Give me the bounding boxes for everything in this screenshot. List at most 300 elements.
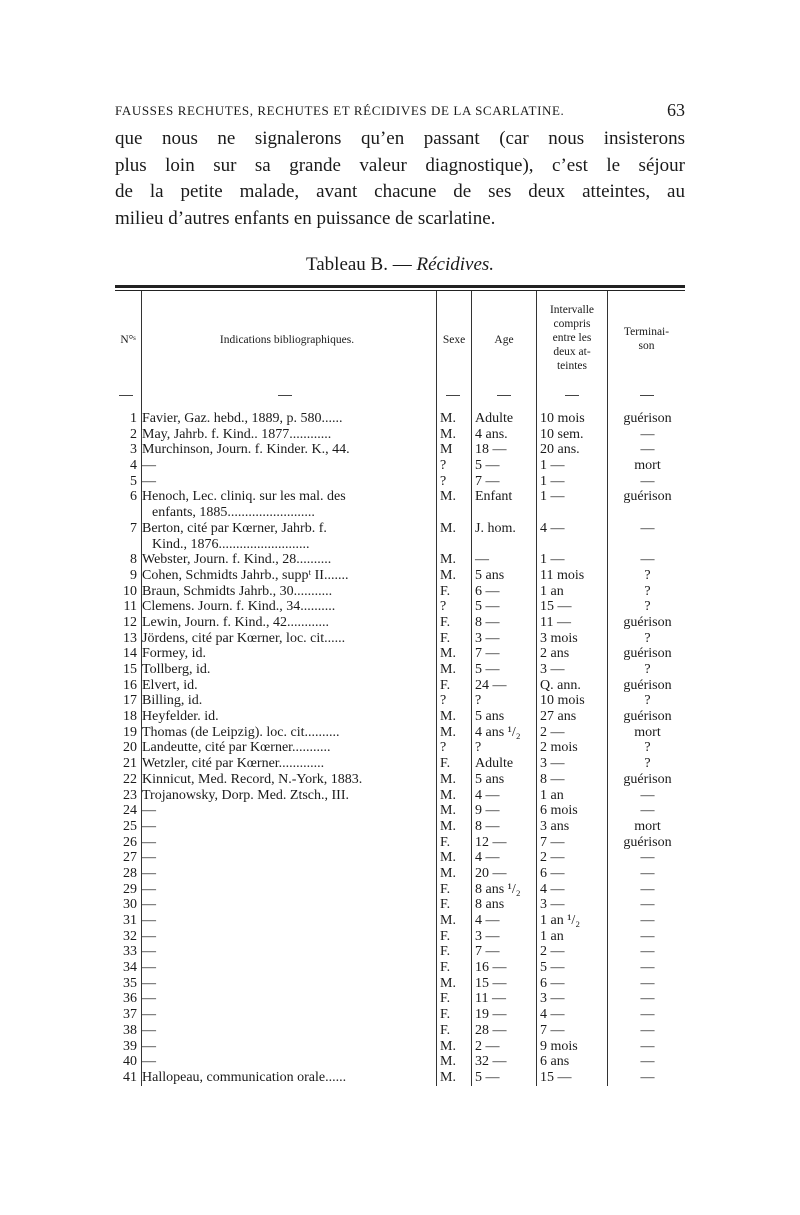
running-title: FAUSSES RECHUTES, RECHUTES ET RÉCIDIVES DE LA SCARLATINE. (115, 103, 565, 118)
table-row (115, 662, 685, 678)
row-age: 5 ans (475, 709, 505, 725)
row-number: 10 (123, 583, 137, 599)
row-sexe: M. (440, 818, 456, 834)
row-terminaison: ? (644, 756, 651, 772)
table-row (115, 788, 685, 804)
row-indication: — (142, 834, 156, 850)
row-intervalle: 5 — (540, 960, 565, 976)
row-age: 4 — (475, 787, 500, 803)
header-no: N°ˢ (120, 334, 136, 346)
column-divider (141, 291, 142, 1086)
paragraph-line: de la petite malade, avant chacune de ses deux atteintes, au (115, 181, 685, 202)
row-age: J. hom. (475, 520, 516, 536)
row-intervalle: 27 ans (540, 709, 577, 725)
row-terminaison: — (640, 897, 655, 913)
row-age: 6 — (475, 583, 500, 599)
row-age: 3 — (475, 928, 500, 944)
row-number: 2 (130, 426, 137, 442)
row-intervalle: 3 — (540, 991, 565, 1007)
row-sexe: M (440, 442, 453, 458)
row-number: 1 (130, 411, 137, 426)
row-indication: — (142, 1054, 156, 1070)
row-intervalle: 15 — (540, 599, 572, 615)
row-number: 34 (123, 960, 137, 976)
row-indication: — (142, 913, 156, 929)
table-row (115, 866, 685, 882)
row-sexe: M. (440, 975, 456, 991)
row-intervalle: 2 mois (540, 740, 578, 756)
table-row (115, 678, 685, 694)
row-age: 7 — (475, 473, 500, 489)
row-indication: — (142, 975, 156, 991)
row-number: 41 (123, 1069, 137, 1085)
row-terminaison: ? (644, 693, 651, 709)
row-sexe: M. (440, 426, 456, 442)
row-terminaison: — (640, 928, 655, 944)
row-indication: May, Jahrb. f. Kind.. 1877............ (142, 426, 332, 442)
row-sexe: F. (440, 1022, 451, 1038)
table-row (115, 1039, 685, 1055)
row-indication: Braun, Schmidts Jahrb., 30........... (142, 583, 333, 599)
row-terminaison: mort (634, 818, 661, 834)
table-row (115, 458, 685, 474)
row-intervalle: 2 — (540, 850, 565, 866)
row-indication: Formey, id. (142, 646, 207, 662)
row-terminaison: mort (634, 724, 661, 740)
row-indication: Cohen, Schmidts Jahrb., suppᵗ II....... (142, 567, 349, 583)
row-age: 5 — (475, 662, 500, 678)
row-number: 17 (123, 693, 137, 709)
page-number: 63 (667, 100, 685, 120)
row-indication-continued: enfants, 1885......................... (152, 505, 315, 521)
row-age: 4 — (475, 850, 500, 866)
row-intervalle: 3 — (540, 756, 565, 772)
row-indication: — (142, 944, 156, 960)
row-indication: — (142, 458, 156, 474)
table-row (115, 584, 685, 600)
row-number: 16 (123, 677, 137, 693)
row-age: Enfant (475, 489, 513, 505)
header-indications: Indications bibliographiques. (219, 334, 355, 346)
row-number: 36 (123, 991, 137, 1007)
row-number: 32 (123, 928, 137, 944)
header-terminaison: Terminai- son (623, 326, 670, 352)
row-terminaison: — (640, 913, 655, 929)
row-terminaison: — (640, 473, 655, 489)
row-sexe: M. (440, 850, 456, 866)
table-row (115, 803, 685, 819)
table-row (115, 615, 685, 631)
row-number: 40 (123, 1054, 137, 1070)
row-sexe: F. (440, 991, 451, 1007)
row-intervalle: 6 mois (540, 803, 578, 819)
row-sexe: M. (440, 1069, 456, 1085)
row-age: 8 — (475, 614, 500, 630)
row-age: 5 ans (475, 771, 505, 787)
row-indication: Favier, Gaz. hebd., 1889, p. 580...... (142, 411, 343, 426)
row-age: 8 — (475, 818, 500, 834)
header-intervalle: Intervalle compris entre les deux at- teintes (549, 304, 595, 372)
row-age: 7 — (475, 944, 500, 960)
row-indication: — (142, 991, 156, 1007)
row-number: 3 (130, 442, 137, 458)
row-age: 32 — (475, 1054, 507, 1070)
row-age: 20 — (475, 865, 507, 881)
row-intervalle: 11 — (540, 614, 571, 630)
row-age: 28 — (475, 1022, 507, 1038)
row-intervalle: 1 — (540, 552, 565, 568)
row-terminaison: — (640, 865, 655, 881)
row-number: 33 (123, 944, 137, 960)
row-indication: — (142, 928, 156, 944)
row-sexe: M. (440, 662, 456, 678)
recidives-table (115, 285, 685, 1086)
row-number: 19 (123, 724, 137, 740)
table-caption-main: Tableau B. (305, 254, 388, 275)
row-intervalle: 3 — (540, 662, 565, 678)
row-sexe: F. (440, 614, 451, 630)
row-intervalle: 9 mois (540, 1038, 578, 1054)
row-indication: Heyfelder. id. (142, 709, 219, 725)
paragraph-line: que nous ne signalerons qu’en passant (car nous insisterons (115, 128, 685, 149)
row-intervalle: 10 mois (540, 693, 585, 709)
row-terminaison: ? (644, 662, 651, 678)
row-terminaison: — (640, 991, 655, 1007)
paragraph-line: milieu d’autres enfants en puissance de scarlatine. (115, 207, 496, 229)
row-indication: — (142, 897, 156, 913)
row-terminaison: — (640, 1054, 655, 1070)
row-sexe: F. (440, 1007, 451, 1023)
row-sexe: M. (440, 567, 456, 583)
row-number: 28 (123, 865, 137, 881)
row-age: 19 — (475, 1007, 507, 1023)
row-sexe: M. (440, 865, 456, 881)
table-row (115, 1054, 685, 1070)
row-sexe: M. (440, 787, 456, 803)
row-intervalle: 1 — (540, 489, 565, 505)
table-row (115, 960, 685, 976)
row-age: ? (475, 740, 482, 756)
table-caption-separator: — (387, 254, 417, 275)
row-sexe: ? (440, 693, 447, 709)
column-divider (536, 291, 537, 1086)
table-row (115, 913, 685, 929)
row-terminaison: — (640, 1022, 655, 1038)
column-divider (471, 291, 472, 1086)
table-row (115, 725, 685, 741)
row-age: 4 ans ¹/₂ (475, 724, 521, 740)
row-number: 20 (123, 740, 137, 756)
table-row (115, 850, 685, 866)
row-age: 8 ans ¹/₂ (475, 881, 521, 897)
row-number: 31 (123, 913, 137, 929)
row-sexe: ? (440, 740, 447, 756)
table-row (115, 521, 685, 552)
row-terminaison: — (640, 552, 655, 568)
row-sexe: F. (440, 630, 451, 646)
row-indication: — (142, 1022, 156, 1038)
row-sexe: M. (440, 709, 456, 725)
row-sexe: M. (440, 771, 456, 787)
row-sexe: ? (440, 599, 447, 615)
table-row (115, 772, 685, 788)
row-indication: — (142, 865, 156, 881)
row-intervalle: 7 — (540, 834, 565, 850)
row-terminaison: — (640, 426, 655, 442)
row-age: 11 — (475, 991, 506, 1007)
row-indication: Jördens, cité par Kœrner, loc. cit...... (142, 630, 346, 646)
table-caption-subtitle: Récidives. (416, 254, 495, 275)
table-row (115, 411, 685, 427)
row-age: 24 — (475, 677, 507, 693)
row-intervalle: 15 — (540, 1069, 572, 1085)
row-sexe: F. (440, 944, 451, 960)
row-intervalle: Q. ann. (540, 677, 581, 693)
table-row (115, 599, 685, 615)
row-indication: Trojanowsky, Dorp. Med. Ztsch., III. (142, 787, 349, 803)
row-number: 27 (123, 850, 137, 866)
row-indication: Webster, Journ. f. Kind., 28.......... (142, 552, 332, 568)
row-age: 15 — (475, 975, 507, 991)
row-intervalle: 11 mois (540, 567, 585, 583)
row-number: 15 (123, 662, 137, 678)
table-row (115, 991, 685, 1007)
row-intervalle: 7 — (540, 1022, 565, 1038)
row-number: 39 (123, 1038, 137, 1054)
row-terminaison: — (640, 1069, 655, 1085)
row-age: 9 — (475, 803, 500, 819)
row-intervalle: 4 — (540, 881, 565, 897)
row-intervalle: 1 an (540, 787, 564, 803)
row-terminaison: guérison (623, 771, 672, 787)
row-number: 14 (123, 646, 137, 662)
row-intervalle: 10 mois (540, 411, 585, 426)
table-body (115, 411, 685, 1086)
row-sexe: F. (440, 583, 451, 599)
row-number: 29 (123, 881, 137, 897)
table-row (115, 976, 685, 992)
table-row (115, 929, 685, 945)
row-intervalle: 4 — (540, 1007, 565, 1023)
column-divider (607, 291, 608, 1086)
body-paragraph (115, 126, 685, 232)
row-number: 18 (123, 709, 137, 725)
row-terminaison: — (640, 442, 655, 458)
row-intervalle: 8 — (540, 771, 565, 787)
row-sexe: M. (440, 520, 456, 536)
row-terminaison: — (640, 520, 655, 536)
row-age: 3 — (475, 630, 500, 646)
row-number: 21 (123, 756, 137, 772)
header-age: Age (494, 334, 514, 346)
header-dash-row (115, 389, 685, 411)
row-age: 5 ans (475, 567, 505, 583)
row-terminaison: — (640, 850, 655, 866)
row-intervalle: 1 — (540, 473, 565, 489)
row-sexe: F. (440, 928, 451, 944)
row-terminaison: ? (644, 630, 651, 646)
row-sexe: F. (440, 960, 451, 976)
row-age: 7 — (475, 646, 500, 662)
table-row (115, 693, 685, 709)
row-number: 8 (130, 552, 137, 568)
row-sexe: F. (440, 677, 451, 693)
row-number: 22 (123, 771, 137, 787)
row-sexe: F. (440, 756, 451, 772)
row-terminaison: — (640, 787, 655, 803)
row-intervalle: 6 ans (540, 1054, 570, 1070)
row-number: 5 (130, 473, 137, 489)
table-row (115, 740, 685, 756)
table-row (115, 427, 685, 443)
row-age: 5 — (475, 458, 500, 474)
row-number: 4 (130, 458, 137, 474)
row-intervalle: 10 sem. (540, 426, 584, 442)
paragraph-line: plus loin sur sa grande valeur diagnostique), c’est le séjour (115, 154, 685, 176)
row-indication: — (142, 850, 156, 866)
row-indication: — (142, 818, 156, 834)
table-row (115, 756, 685, 772)
row-terminaison: — (640, 975, 655, 991)
row-intervalle: 3 — (540, 897, 565, 913)
row-number: 26 (123, 834, 137, 850)
row-number: 13 (123, 630, 137, 646)
row-age: ? (475, 693, 482, 709)
row-number: 30 (123, 897, 137, 913)
row-number: 23 (123, 787, 137, 803)
table-row (115, 552, 685, 568)
row-sexe: F. (440, 834, 451, 850)
row-sexe: M. (440, 724, 456, 740)
row-indication: Lewin, Journ. f. Kind., 42............ (142, 614, 330, 630)
row-indication: Henoch, Lec. cliniq. sur les mal. des enfants, 1885......................... (142, 489, 432, 520)
row-terminaison: guérison (623, 489, 672, 505)
row-terminaison: ? (644, 740, 651, 756)
row-terminaison: guérison (623, 646, 672, 662)
row-age: 18 — (475, 442, 507, 458)
row-indication: — (142, 803, 156, 819)
page-header (115, 100, 685, 122)
row-age: 2 — (475, 1038, 500, 1054)
row-terminaison: — (640, 881, 655, 897)
row-sexe: M. (440, 552, 456, 568)
row-terminaison: guérison (623, 677, 672, 693)
table-row (115, 1070, 685, 1086)
row-number: 11 (123, 599, 137, 615)
row-number: 12 (123, 614, 137, 630)
table-row (115, 646, 685, 662)
row-intervalle: 6 — (540, 975, 565, 991)
table-top-rule (115, 285, 685, 288)
table-row (115, 897, 685, 913)
row-number: 6 (130, 489, 137, 505)
row-terminaison: ? (644, 567, 651, 583)
row-number: 25 (123, 818, 137, 834)
row-indication: Hallopeau, communication orale...... (142, 1069, 347, 1085)
table-row (115, 631, 685, 647)
row-intervalle: 1 an ¹/₂ (540, 913, 581, 929)
row-intervalle: 1 an (540, 583, 564, 599)
row-sexe: M. (440, 489, 456, 505)
row-terminaison: — (640, 960, 655, 976)
table-row (115, 819, 685, 835)
row-age: 5 — (475, 599, 500, 615)
row-indication: Murchinson, Journ. f. Kinder. K., 44. (142, 442, 350, 458)
row-terminaison: guérison (623, 411, 672, 426)
table-row (115, 1023, 685, 1039)
row-terminaison: — (640, 803, 655, 819)
row-indication: Kinnicut, Med. Record, N.-York, 1883. (142, 771, 363, 787)
row-sexe: F. (440, 897, 451, 913)
row-age: 16 — (475, 960, 507, 976)
row-indication: — (142, 1038, 156, 1054)
row-terminaison: ? (644, 599, 651, 615)
row-sexe: M. (440, 411, 456, 426)
row-age: 5 — (475, 1069, 500, 1085)
row-number: 35 (123, 975, 137, 991)
row-intervalle: 1 an (540, 928, 564, 944)
row-age: 8 ans (475, 897, 505, 913)
row-terminaison: — (640, 1038, 655, 1054)
table-row (115, 568, 685, 584)
row-indication: Thomas (de Leipzig). loc. cit.......... (142, 724, 340, 740)
row-intervalle: 2 — (540, 944, 565, 960)
column-divider (436, 291, 437, 1086)
row-age: — (475, 552, 489, 568)
table-caption (115, 254, 685, 276)
row-sexe: ? (440, 458, 447, 474)
header-sexe: Sexe (442, 334, 466, 346)
row-indication: — (142, 473, 156, 489)
table-row (115, 442, 685, 458)
row-indication: Elvert, id. (142, 677, 198, 693)
row-intervalle: 6 — (540, 865, 565, 881)
row-indication: — (142, 881, 156, 897)
row-indication-continued: Kind., 1876.......................... (152, 536, 310, 552)
row-terminaison: — (640, 944, 655, 960)
row-sexe: M. (440, 1038, 456, 1054)
row-number: 37 (123, 1007, 137, 1023)
row-age: Adulte (475, 756, 514, 772)
row-number: 38 (123, 1022, 137, 1038)
row-intervalle: 2 ans (540, 646, 570, 662)
row-number: 9 (130, 567, 137, 583)
row-sexe: M. (440, 913, 456, 929)
row-intervalle: 3 ans (540, 818, 570, 834)
row-terminaison: — (640, 1007, 655, 1023)
row-terminaison: ? (644, 583, 651, 599)
row-intervalle: 1 — (540, 458, 565, 474)
row-indication: Billing, id. (142, 693, 203, 709)
row-sexe: M. (440, 646, 456, 662)
table-row (115, 1007, 685, 1023)
row-intervalle: 2 — (540, 724, 565, 740)
row-terminaison: guérison (623, 709, 672, 725)
row-terminaison: guérison (623, 614, 672, 630)
row-intervalle: 20 ans. (540, 442, 580, 458)
row-number: 24 (123, 803, 137, 819)
table-row (115, 835, 685, 851)
table-row (115, 489, 685, 520)
row-indication: Berton, cité par Kœrner, Jahrb. f. Kind., 1876.......................... (142, 521, 432, 552)
table-row (115, 474, 685, 490)
row-sexe: ? (440, 473, 447, 489)
row-age: 12 — (475, 834, 507, 850)
row-number: 7 (130, 520, 137, 536)
table-row (115, 944, 685, 960)
row-age: 4 ans. (475, 426, 508, 442)
row-intervalle: 4 — (540, 520, 565, 536)
